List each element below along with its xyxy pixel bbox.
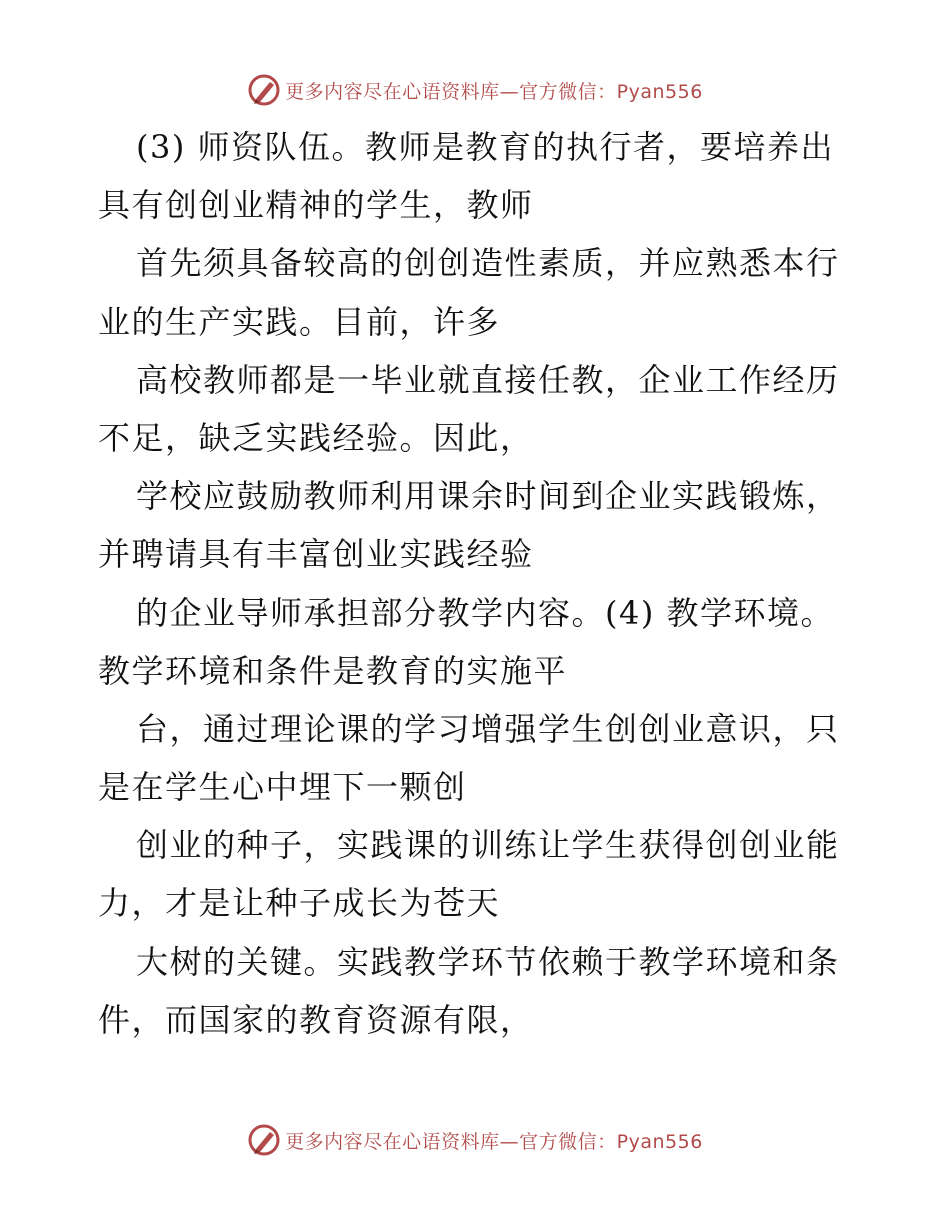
- text-line: 高校教师都是一毕业就直接任教，企业工作经历: [136, 360, 840, 399]
- text-line: 不足，缺乏实践经验。因此，: [98, 418, 534, 457]
- text-line: 是在学生心中埋下一颗创: [98, 768, 467, 807]
- text-line: 创业的种子，实践课的训练让学生获得创创业能: [136, 826, 840, 865]
- text-line: 学校应鼓励教师利用课余时间到企业实践锻炼，: [136, 477, 840, 516]
- text-line: 并聘请具有丰富创业实践经验: [98, 535, 534, 574]
- text-line: 具有创创业精神的学生，教师: [98, 186, 534, 225]
- text-line: 件，而国家的教育资源有限，: [98, 1000, 534, 1039]
- footer-banner: [0, 1120, 950, 1160]
- text-line: 力，才是让种子成长为苍天: [98, 884, 501, 923]
- text-line: 台，通过理论课的学习增强学生创创业意识，只: [136, 709, 840, 748]
- pen-logo-icon: [247, 73, 281, 107]
- header-banner-text: 更多内容尽在心语资料库—官方微信：Pyan556: [285, 80, 703, 103]
- text-line: 大树的关键。实践教学环节依赖于教学环境和条: [136, 942, 840, 981]
- text-line: 首先须具备较高的创创造性素质，并应熟悉本行: [136, 244, 840, 283]
- document-body: [98, 118, 858, 1049]
- text-line: (3) 师资队伍。教师是教育的执行者，要培养出: [136, 128, 835, 166]
- header-banner: [0, 70, 950, 110]
- text-line: 教学环境和条件是教育的实施平: [98, 651, 568, 690]
- text-line: 业的生产实践。目前，许多: [98, 302, 501, 341]
- footer-banner-text: 更多内容尽在心语资料库—官方微信：Pyan556: [285, 1130, 703, 1153]
- text-line: 的企业导师承担部分教学内容。(4) 教学环境。: [136, 593, 835, 632]
- pen-logo-icon: [247, 1123, 281, 1157]
